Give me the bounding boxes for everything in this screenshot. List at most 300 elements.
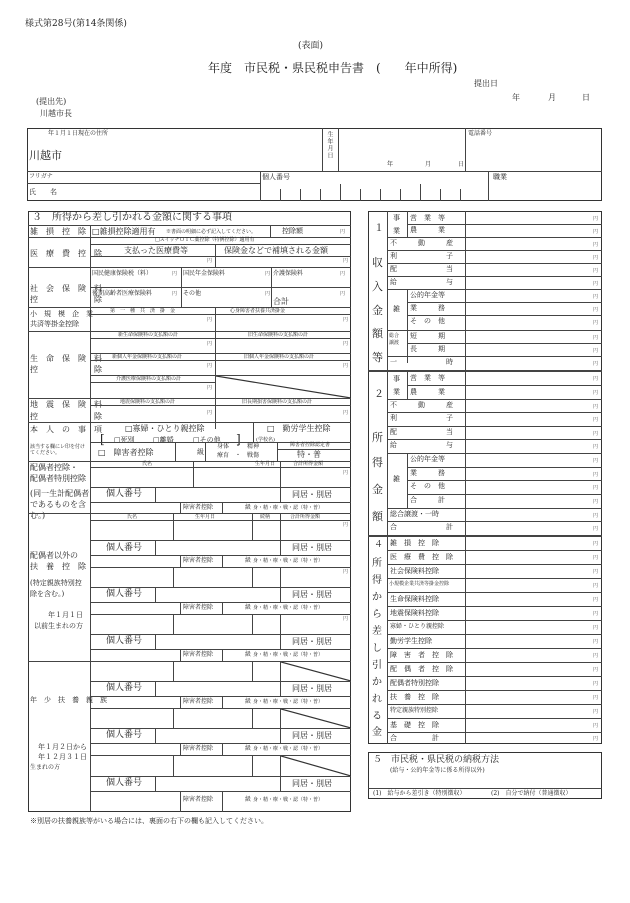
s4-label-kinro: 勤労学生控除: [390, 637, 432, 645]
s2-gyomu-input[interactable]: [466, 468, 601, 480]
s4-iryo-input[interactable]: [466, 551, 601, 563]
birth-date-input[interactable]: [339, 129, 465, 171]
yen-unit: 円: [593, 417, 599, 423]
seimei-old-pension-input[interactable]: [216, 361, 350, 375]
s4-shokibo-input[interactable]: [466, 579, 601, 591]
phone-input[interactable]: [466, 140, 601, 170]
name-input[interactable]: [60, 184, 260, 201]
yen-unit: 円: [343, 363, 349, 369]
birth-month: 月: [425, 161, 432, 168]
shokibo-1-input[interactable]: [91, 315, 214, 330]
divider: [180, 602, 181, 614]
section3-title: ３ 所得から差し引かれる金額に関する事項: [32, 212, 232, 223]
s4-label-seimei: 生命保険料控除: [390, 595, 439, 603]
fuyo1-kyu: 級: [245, 557, 252, 564]
s2-label-gyomu: 業 務: [410, 469, 445, 477]
haigusha-name-input[interactable]: [91, 468, 192, 486]
divider: [280, 189, 281, 201]
nintei-label: 障害者控除認定書: [290, 442, 331, 448]
shibetsu-checkbox[interactable]: □死別: [114, 436, 135, 444]
strikeout-diagonal: [216, 376, 351, 398]
fuyo2-shogai[interactable]: 障害者控除: [183, 604, 214, 611]
fuyo-name-header: 氏名: [127, 514, 138, 520]
s4-label-iryo: 医 療 費 控 除: [390, 553, 453, 561]
kafu-checkbox[interactable]: □寡婦・ひとり親控除: [125, 424, 205, 433]
yen-unit: 円: [593, 555, 599, 561]
s2-label-total: 合 計: [390, 523, 453, 531]
address-input[interactable]: [28, 140, 323, 170]
nensho3-my-number-label: 個人番号: [106, 778, 143, 788]
fuyo2-dokyo[interactable]: 同居・別居: [292, 590, 332, 599]
section2-char: 得: [372, 456, 383, 469]
s2-nogyo-input[interactable]: [466, 386, 601, 398]
s4-kafu-input[interactable]: [466, 621, 601, 633]
yen-unit: 円: [343, 522, 349, 528]
seimei-old-pension: 旧個人年金保険料の支払額の計: [244, 354, 315, 360]
nensho3-dokyo[interactable]: 同居・別居: [292, 779, 332, 788]
kaigo-input[interactable]: [272, 278, 350, 286]
fuyo2-income-input[interactable]: [281, 568, 350, 586]
yen-unit: 円: [207, 341, 213, 347]
nensho1-kyu: 級: [245, 698, 252, 705]
s2-rishi-input[interactable]: [466, 413, 601, 425]
yen-unit: 円: [593, 625, 599, 631]
shakai-item-kokuho: 国民健康保険税（料）: [92, 270, 153, 277]
nensho2-shogai[interactable]: 障害者控除: [183, 745, 214, 752]
s2-fudosan-input[interactable]: [466, 400, 601, 412]
recipient-label: (提出先): [36, 97, 67, 106]
ryoiku-senshou[interactable]: 療育 ・ 戦傷: [217, 452, 260, 459]
section1-char: 等: [372, 351, 383, 364]
yen-unit: 円: [593, 294, 599, 300]
jishin-label-2: 控 除: [30, 412, 102, 421]
seimei-kaigo-input[interactable]: [91, 383, 214, 397]
payment-option-normal[interactable]: (2) 自分で納付（普通徴収）: [491, 790, 572, 797]
yen-unit: 円: [172, 271, 178, 277]
yen-unit: 円: [593, 541, 599, 547]
s2-koteki-input[interactable]: [466, 454, 601, 466]
seimei-label-2: 控 除: [30, 365, 102, 374]
yen-unit: 円: [265, 291, 271, 297]
fuyo1-types[interactable]: 身・精・療・戦・認（特・普）: [253, 558, 324, 564]
nensho3-my-number-input[interactable]: [156, 777, 280, 790]
divider: [280, 681, 281, 696]
haigusha-my-number-input[interactable]: [156, 488, 280, 501]
divider: [90, 743, 351, 744]
divider: [280, 776, 281, 791]
honnin-note: 該当する欄にレ印を付けてください。: [30, 444, 86, 456]
s2-sonota-input[interactable]: [466, 481, 601, 493]
address-label: 年１月１日現在の住所: [48, 130, 109, 137]
s4-shogai-input[interactable]: [466, 649, 601, 661]
zasson-note: ※書面の明細に必ず記入してください。: [166, 229, 257, 235]
s2-label-haito: 配 当: [390, 428, 453, 436]
nensho1-my-number-input[interactable]: [156, 682, 280, 695]
fuyo3-relation-input[interactable]: [253, 615, 279, 633]
haigusha-types[interactable]: 身・精・療・戦・認（特・普）: [253, 505, 324, 511]
rikon-checkbox[interactable]: □離婚: [153, 436, 174, 444]
s4-jishin-input[interactable]: [466, 607, 601, 619]
fuyo1-dokyo[interactable]: 同居・別居: [292, 543, 332, 552]
yen-unit: 円: [343, 470, 349, 476]
my-number-label: 個人番号: [262, 173, 290, 181]
strikeout-diagonal: [281, 756, 351, 776]
kyuchoki-input[interactable]: [216, 406, 350, 422]
divider: [368, 788, 602, 789]
yen-unit: 円: [593, 242, 599, 248]
section4-char: 引: [372, 660, 382, 671]
divider: [280, 487, 281, 502]
haigusha-label-4: であるものを含: [30, 500, 86, 509]
iryo-paid-input[interactable]: [91, 257, 214, 267]
s1-koteki-input[interactable]: [466, 290, 601, 302]
divider: [300, 189, 301, 201]
shakai-total-label: 合計: [273, 297, 289, 306]
yen-unit: 円: [593, 736, 599, 742]
zatsu-group-label: 雑: [393, 475, 400, 483]
divider: [253, 422, 254, 442]
s4-kinro-input[interactable]: [466, 635, 601, 647]
s4-label-total: 合 計: [390, 734, 439, 742]
divider: [260, 171, 261, 201]
yen-unit: 円: [593, 653, 599, 659]
iryo-covered-input[interactable]: [216, 257, 350, 267]
iryo-covered-label: 保険金などで補填される金額: [224, 246, 328, 255]
s4-zasson-input[interactable]: [466, 537, 601, 549]
submit-date-month: 月: [548, 93, 556, 102]
s1-ichiji-input[interactable]: [466, 357, 601, 369]
nensho2-types[interactable]: 身・精・療・戦・認（特・普）: [253, 746, 324, 752]
fuyo2-kyu: 級: [245, 604, 252, 611]
kokuho-input[interactable]: [91, 278, 180, 286]
s1-fudosan-input[interactable]: [466, 238, 601, 250]
haigusha-dokyo[interactable]: 同居・別居: [292, 490, 332, 499]
kinro-checkbox[interactable]: □ 勤労学生控除: [267, 424, 331, 433]
shakai-label-2: 控 除: [30, 295, 102, 304]
divider: [460, 189, 461, 201]
s4-label-haigusha: 配 偶 者 控 除: [390, 665, 453, 673]
occupation-input[interactable]: [490, 183, 600, 200]
yen-unit: 円: [343, 317, 349, 323]
jigyo-group-char: 事: [393, 375, 400, 383]
section4-char: 金: [372, 727, 382, 738]
s1-gyomu-input[interactable]: [466, 303, 601, 315]
fuyo2-types[interactable]: 身・精・療・戦・認（特・普）: [253, 605, 324, 611]
yen-unit: 円: [340, 271, 346, 277]
yen-unit: 円: [593, 444, 599, 450]
zasson-checkbox[interactable]: □雑損控除適用有: [92, 227, 156, 236]
s1-kyuyo-input[interactable]: [466, 277, 601, 289]
s2-sogo-ichiji-input[interactable]: [466, 509, 601, 521]
divider: [90, 555, 351, 556]
fuyo1-shogai[interactable]: 障害者控除: [183, 557, 214, 564]
s1-tanki-input[interactable]: [466, 331, 601, 343]
shintai-seishin[interactable]: 身体 ・ 精神: [217, 443, 260, 450]
fuyo1-name-input[interactable]: [91, 521, 172, 540]
yen-unit: 円: [593, 255, 599, 261]
recipient: 川越市長: [40, 109, 72, 118]
divider: [222, 502, 223, 513]
yen-unit: 円: [343, 569, 349, 575]
address-value: 川越市: [29, 149, 62, 162]
section1-char: 額: [372, 327, 383, 340]
s1-label-sonota: そ の 他: [410, 317, 445, 325]
nensho1-dokyo[interactable]: 同居・別居: [292, 684, 332, 693]
yen-unit: 円: [172, 291, 178, 297]
nenkin-input[interactable]: [182, 278, 270, 286]
s2-kyuyo-input[interactable]: [466, 440, 601, 452]
s2-label-eigyo: 営 業 等: [410, 374, 445, 382]
s2-zatsu-total-input[interactable]: [466, 495, 601, 507]
nensho3-relation-input[interactable]: [253, 756, 279, 775]
furigana-label: フリガナ: [29, 173, 53, 180]
haigusha-shogai[interactable]: 障害者控除: [183, 504, 214, 511]
divider: [222, 743, 223, 755]
fuyo3-income-input[interactable]: [281, 615, 350, 633]
divider: [222, 649, 223, 661]
fuyo-label-4: 除を含む。): [30, 590, 65, 598]
haigusha-income-input[interactable]: [281, 468, 350, 486]
section2-char: 金: [372, 483, 383, 496]
yen-unit: 円: [207, 363, 213, 369]
divider: [222, 602, 223, 614]
nensho1-name-input[interactable]: [91, 662, 172, 680]
divider: [440, 189, 441, 201]
fuyo-label-6: 以前生まれの方: [34, 622, 83, 630]
s4-haigusha-input[interactable]: [466, 663, 601, 675]
nensho3-shogai[interactable]: 障害者控除: [183, 796, 214, 803]
divider: [340, 184, 341, 201]
other-insurance-input[interactable]: [182, 298, 270, 306]
sonota-checkbox[interactable]: □その他: [193, 436, 221, 444]
yen-unit: 円: [593, 307, 599, 313]
s1-choki-input[interactable]: [466, 344, 601, 356]
yen-unit: 円: [593, 709, 599, 715]
fuyo2-relation-input[interactable]: [253, 568, 279, 586]
shakai-label-1: 社 会 保 険 料: [30, 284, 102, 293]
yen-unit: 円: [593, 639, 599, 645]
haigusha-label-5: む。): [30, 511, 46, 520]
s1-eigyo-input[interactable]: [466, 212, 601, 224]
birth-day: 日: [458, 161, 465, 168]
divider: [280, 728, 281, 743]
shogai-checkbox[interactable]: □ 障害者控除: [98, 448, 154, 457]
seimei-new-pension-input[interactable]: [91, 361, 214, 375]
divider: [407, 289, 408, 363]
yen-unit: 円: [593, 695, 599, 701]
s4-label-jishin: 地震保険料控除: [390, 609, 439, 617]
nensho1-types[interactable]: 身・精・療・戦・認（特・普）: [253, 699, 324, 705]
fuyo-label-5: 年１月１日: [48, 611, 83, 619]
fuyo3-kyu: 級: [245, 651, 252, 658]
fuyo2-my-number-input[interactable]: [156, 588, 280, 601]
s2-label-rishi: 利 子: [390, 414, 453, 422]
s4-seimei-input[interactable]: [466, 593, 601, 605]
yen-unit: 円: [593, 348, 599, 354]
haigusha-label-3: (同一生計配偶者: [30, 489, 90, 498]
nensho2-name-input[interactable]: [91, 709, 172, 727]
nensho1-relation-input[interactable]: [253, 662, 279, 680]
nensho3-birth-input[interactable]: [174, 756, 251, 775]
strikeout-diagonal: [281, 662, 351, 681]
shokibo-label-2: 共済等掛金控除: [30, 320, 79, 328]
section5-title: ５ 市民税・県民税の納税方法: [373, 755, 500, 765]
s2-label-sogo-ichiji: 総合譲渡・一時: [390, 510, 439, 518]
s1-haito-input[interactable]: [466, 264, 601, 276]
fuyo2-birth-input[interactable]: [174, 568, 251, 586]
zatsu-group-label: 雑: [393, 305, 400, 313]
s4-tokutei-input[interactable]: [466, 705, 601, 717]
divider: [222, 555, 223, 567]
section4-char: れ: [372, 694, 382, 705]
fuyo-income-header: 合計所得金額: [290, 514, 321, 520]
divider: [488, 171, 489, 201]
school-input[interactable]: [274, 435, 350, 442]
fuyo1-relation-input[interactable]: [253, 521, 279, 540]
divider: [28, 307, 351, 308]
yen-unit: 円: [340, 229, 346, 235]
s4-shakai-input[interactable]: [466, 565, 601, 577]
yen-unit: 円: [593, 485, 599, 491]
yen-unit: 円: [593, 376, 599, 382]
section4-char: 所: [372, 558, 382, 569]
s1-label-eigyo: 営 業 等: [410, 214, 445, 222]
fuyo3-birth-input[interactable]: [174, 615, 251, 633]
section1-char: 入: [372, 280, 383, 293]
nensho3-kyu: 級: [245, 796, 252, 803]
divider: [180, 696, 181, 708]
section2-number: ２: [374, 389, 384, 400]
footnote: ※別居の扶養親族等がいる場合には、裏面の右下の欄も記入してください。: [30, 817, 268, 825]
haigusha-income-header: 合計所得金額: [293, 461, 324, 467]
nensho1-birth-input[interactable]: [174, 662, 251, 680]
divider: [360, 189, 361, 201]
birth-year: 年: [387, 161, 394, 168]
bracket-close: ]: [236, 432, 241, 446]
yen-unit: 円: [207, 258, 213, 264]
yen-unit: 円: [593, 361, 599, 367]
fuyo1-birth-input[interactable]: [174, 521, 251, 540]
divider: [322, 128, 323, 171]
nensho3-types[interactable]: 身・精・療・戦・認（特・普）: [253, 797, 324, 803]
yen-unit: 円: [265, 271, 271, 277]
shakai-item-kouki: 後期高齢者医療保険料: [92, 290, 153, 297]
divider: [387, 211, 388, 744]
yen-unit: 円: [343, 341, 349, 347]
fuyo3-types[interactable]: 身・精・療・戦・認（特・普）: [253, 652, 324, 658]
yen-unit: 円: [593, 458, 599, 464]
section4-char: ら: [372, 609, 382, 620]
seimei-new-life-input[interactable]: [91, 339, 214, 353]
s1-nogyo-input[interactable]: [466, 225, 601, 237]
fuyo-label-1: 配偶者以外の: [30, 551, 78, 560]
fuyo1-income-input[interactable]: [281, 521, 350, 540]
fuyo1-my-number-input[interactable]: [156, 541, 280, 554]
switch-otc-checkbox[interactable]: □スイッチＯＴＣ薬控除（特例控除）適用有: [155, 237, 255, 243]
s2-label-kyuyo: 給 与: [390, 441, 453, 449]
yen-unit: 円: [343, 258, 349, 264]
section5-subtitle: (給与・公的年金等に係る所得以外): [390, 767, 485, 774]
s2-label-fudosan: 不 動 産: [390, 401, 453, 409]
nensho2-my-number-label: 個人番号: [106, 730, 143, 740]
yen-unit: 円: [593, 723, 599, 729]
divider: [280, 634, 281, 649]
nensho3-name-input[interactable]: [91, 756, 172, 775]
nensho2-birth-input[interactable]: [174, 709, 251, 727]
section4-char: か: [372, 677, 382, 688]
s4-label-zasson: 雑 損 控 除: [390, 539, 439, 547]
s4-haigusha-tokubetsu-input[interactable]: [466, 677, 601, 689]
s1-sonota-input[interactable]: [466, 316, 601, 328]
haigusha-birth-input[interactable]: [194, 468, 279, 486]
nensho2-my-number-input[interactable]: [156, 729, 280, 742]
zasson-label: 雑 損 控 除: [30, 227, 86, 236]
divider: [222, 696, 223, 708]
s2-total-input[interactable]: [466, 522, 601, 534]
shokibo-label-1: 小 規 模 企 業: [30, 310, 93, 318]
form-number: 様式第28号(第14条関係): [25, 19, 127, 29]
submit-date-day: 日: [582, 93, 590, 102]
s4-label-shogai: 障 害 者 控 除: [390, 651, 453, 659]
s1-label-ichiji: 一 時: [390, 358, 453, 366]
section4-number: ４: [374, 540, 384, 550]
haigusha-name-header: 氏名: [142, 461, 153, 467]
yen-unit: 円: [340, 291, 346, 297]
nensho1-shogai[interactable]: 障害者控除: [183, 698, 214, 705]
yen-unit: 円: [593, 335, 599, 341]
shokibo-2-input[interactable]: [216, 315, 350, 330]
divider: [90, 696, 351, 697]
divider: [90, 602, 351, 603]
s4-label-haigusha-tokubetsu: 配偶者特別控除: [390, 679, 439, 687]
yen-unit: 円: [207, 317, 213, 323]
nensho2-relation-input[interactable]: [253, 709, 279, 727]
s2-eigyo-input[interactable]: [466, 372, 601, 385]
seimei-old-life-input[interactable]: [216, 339, 350, 353]
s4-fuyo-input[interactable]: [466, 691, 601, 703]
s1-rishi-input[interactable]: [466, 251, 601, 263]
s2-label-zatsu-total: 合 計: [410, 496, 445, 504]
fuyo-relation-header: 続柄: [260, 514, 271, 520]
fuyo2-name-input[interactable]: [91, 568, 172, 586]
yen-unit: 円: [593, 390, 599, 396]
s4-total-input[interactable]: [466, 733, 601, 743]
haigusha-my-number-label: 個人番号: [106, 489, 143, 499]
bracket-open: [: [100, 432, 105, 446]
fuyo3-my-number-input[interactable]: [156, 635, 280, 648]
submit-date-year: 年: [512, 93, 520, 102]
my-number-input[interactable]: [262, 184, 487, 201]
payment-option-special[interactable]: (1) 給与から差引き（特別徴収）: [373, 790, 466, 797]
divider: [380, 189, 381, 201]
yen-unit: 円: [593, 268, 599, 274]
fuyo3-dokyo[interactable]: 同居・別居: [292, 637, 332, 646]
jishin-input[interactable]: [91, 406, 214, 422]
yen-unit: 円: [593, 281, 599, 287]
fuyo3-name-input[interactable]: [91, 615, 172, 633]
s2-haito-input[interactable]: [466, 427, 601, 439]
furigana-input[interactable]: [60, 172, 260, 182]
s4-kiso-input[interactable]: [466, 719, 601, 731]
jishin-col1: 地震保険料の支払額の計: [120, 399, 176, 405]
nensho-label-4: 生まれの方: [30, 764, 61, 771]
nensho2-dokyo[interactable]: 同居・別居: [292, 731, 332, 740]
yen-unit: 円: [343, 410, 349, 416]
kouki-input[interactable]: [91, 298, 180, 306]
toku-fu[interactable]: 特・普: [297, 450, 321, 459]
form-title: 年度 市民税・県民税申告書 ( 年中所得): [208, 61, 458, 75]
fuyo3-shogai[interactable]: 障害者控除: [183, 651, 214, 658]
